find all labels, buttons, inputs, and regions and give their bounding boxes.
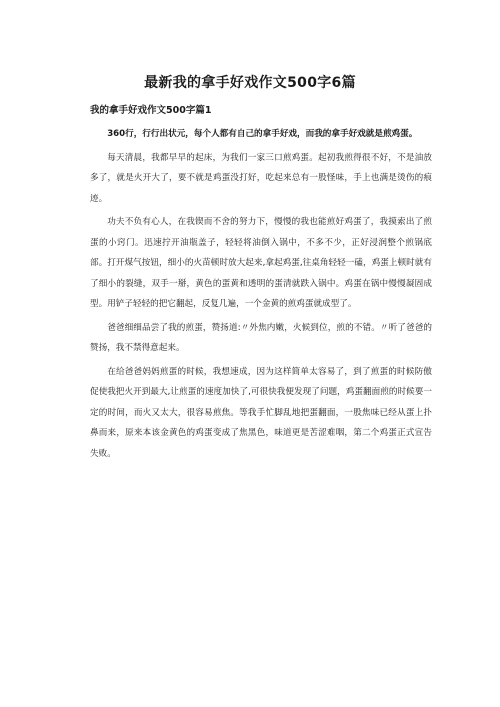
paragraph-3: 功夫不负有心人，在我锲而不舍的努力下，慢慢的我也能煎好鸡蛋了，我摸索出了煎蛋的小窍门。迅速拧开油瓶盖子，轻轻将油倒入锅中，不多不少，正好浸润整个煎锅底部。打开煤气按钮，细小的火苗顿时放大起来,拿起鸡蛋,往桌角轻轻一磕，鸡蛋上顿时就有了细小的裂缝，双手一掰，黄色的蛋黄和透明的蛋清就跌入锅中。鸡蛋在锅中慢慢凝固成型。用铲子轻轻的把它翻起，反复几遍，一个金黄的煎鸡蛋就成型了。: [90, 217, 432, 309]
paragraph-2: 每天清晨，我都早早的起床，为我们一家三口煎鸡蛋。起初我煎得很不好，不是油放多了，就是火开大了，要不就是鸡蛋没打好，吃起来总有一股怪味，手上也满是烫伤的痕迹。: [90, 152, 432, 204]
section-heading: 我的拿手好戏作文500字篇1: [90, 105, 212, 116]
document-body: [90, 124, 432, 467]
paragraph-5: 在给爸爸妈妈煎蛋的时候，我想速成，因为这样简单太容易了，到了煎蛋的时候防傲促使我把火开到最大,让煎蛋的速度加快了,可很快我便发现了问题，鸡蛋翻面煎的时候要一定的时间，而火又太大，很容易煎焦。等我手忙脚乱地把蛋翻面，一股焦味已经从蛋上扑鼻而来，原来本该金黄色的鸡蛋变成了焦黑色，味道更是苦涩难咽，第二个鸡蛋正式宣告失败。: [90, 366, 432, 459]
paragraph-4: 爸爸细细品尝了我的煎蛋，赞扬道:〃外焦内嫩，火候到位，煎的不错。〃听了爸爸的赞扬，我不禁得意起来。: [90, 322, 432, 353]
document-title: 最新我的拿手好戏作文500字6篇: [144, 75, 356, 91]
paragraph-1: 360行，行行出状元，每个人都有自己的拿手好戏，而我的拿手好戏就是煎鸡蛋。: [107, 129, 418, 139]
